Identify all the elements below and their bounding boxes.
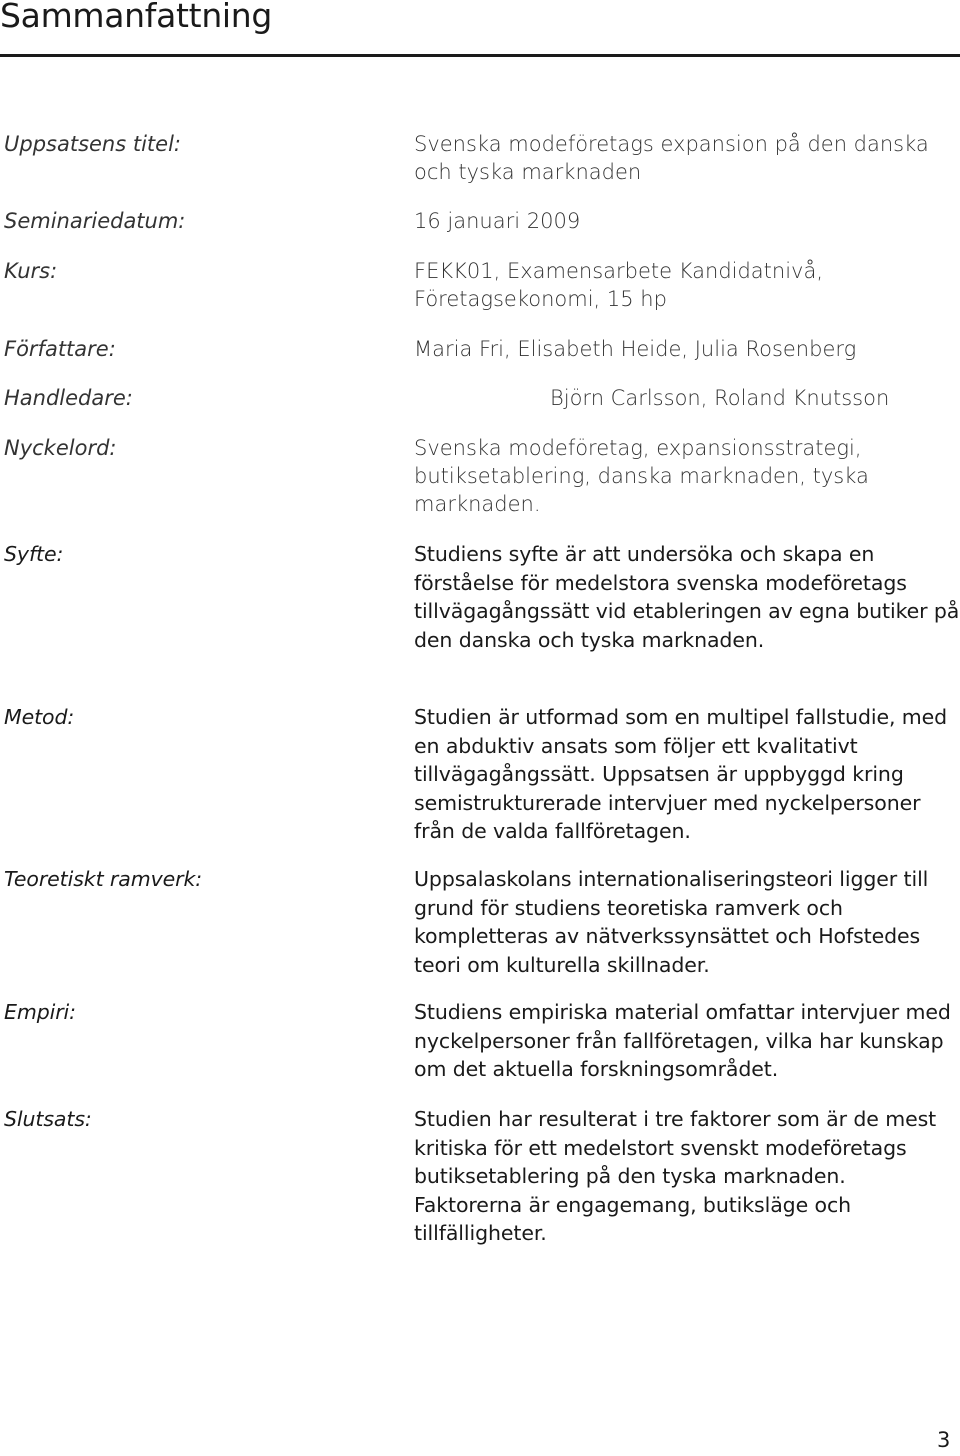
label-forfattare: Författare: <box>4 337 116 361</box>
label-datum: Seminariedatum: <box>4 209 186 233</box>
value-metod: Studien är utformad som en multipel fallstudie, med en abduktiv ansats som följer ett kvalitativt tillvägagångssätt. Uppsatsen är uppbyggd kring semistrukturerade intervjuer med nyckelpersoner från de valda fallföretagen. <box>414 705 948 843</box>
label-teori: Teoretiskt ramverk: <box>4 867 203 891</box>
value-empiri: Studiens empiriska material omfattar intervjuer med nyckelpersoner från fallföretagen, vilka har kunskap om det aktuella forskningsområdet. <box>414 1000 951 1081</box>
label-empiri: Empiri: <box>4 1000 76 1024</box>
label-nyckelord: Nyckelord: <box>4 436 117 460</box>
value-datum: 16 januari 2009 <box>414 209 581 233</box>
value-titel: Svenska modeföretags expansion på den danska och tyska marknaden <box>414 132 929 184</box>
page-title: Sammanfattning <box>0 0 273 35</box>
label-titel: Uppsatsens titel: <box>4 132 181 156</box>
title-divider <box>0 54 960 57</box>
page-number: 3 <box>937 1428 951 1452</box>
value-syfte: Studiens syfte är att undersöka och skapa en förståelse för medelstora svenska modeföretags tillvägagångssätt vid etableringen av egna butiker på den danska och tyska marknaden. <box>414 542 960 652</box>
value-kurs: FEKK01, Examensarbete Kandidatnivå, Företagsekonomi, 15 hp <box>414 259 824 311</box>
value-forfattare: Maria Fri, Elisabeth Heide, Julia Rosenberg <box>414 337 857 361</box>
value-nyckelord: Svenska modeföretag, expansionsstrategi, butiksetablering, danska marknaden, tyska marknaden. <box>414 436 869 516</box>
value-handledare: Björn Carlsson, Roland Knutsson <box>550 386 890 410</box>
label-kurs: Kurs: <box>4 259 58 283</box>
label-metod: Metod: <box>4 705 75 729</box>
label-handledare: Handledare: <box>4 386 133 410</box>
label-syfte: Syfte: <box>4 542 64 566</box>
value-slutsats: Studien har resulterat i tre faktorer som är de mest kritiska för ett medelstort svenskt modeföretags butiksetablering på den tyska marknaden. Faktorerna är engagemang, butiksläge och tillfälligheter. <box>414 1107 937 1245</box>
label-slutsats: Slutsats: <box>4 1107 92 1131</box>
value-teori: Uppsalaskolans internationaliseringsteori ligger till grund för studiens teoretiska ramverk och kompletteras av nätverkssynsättet och Hofstedes teori om kulturella skillnader. <box>414 867 929 977</box>
